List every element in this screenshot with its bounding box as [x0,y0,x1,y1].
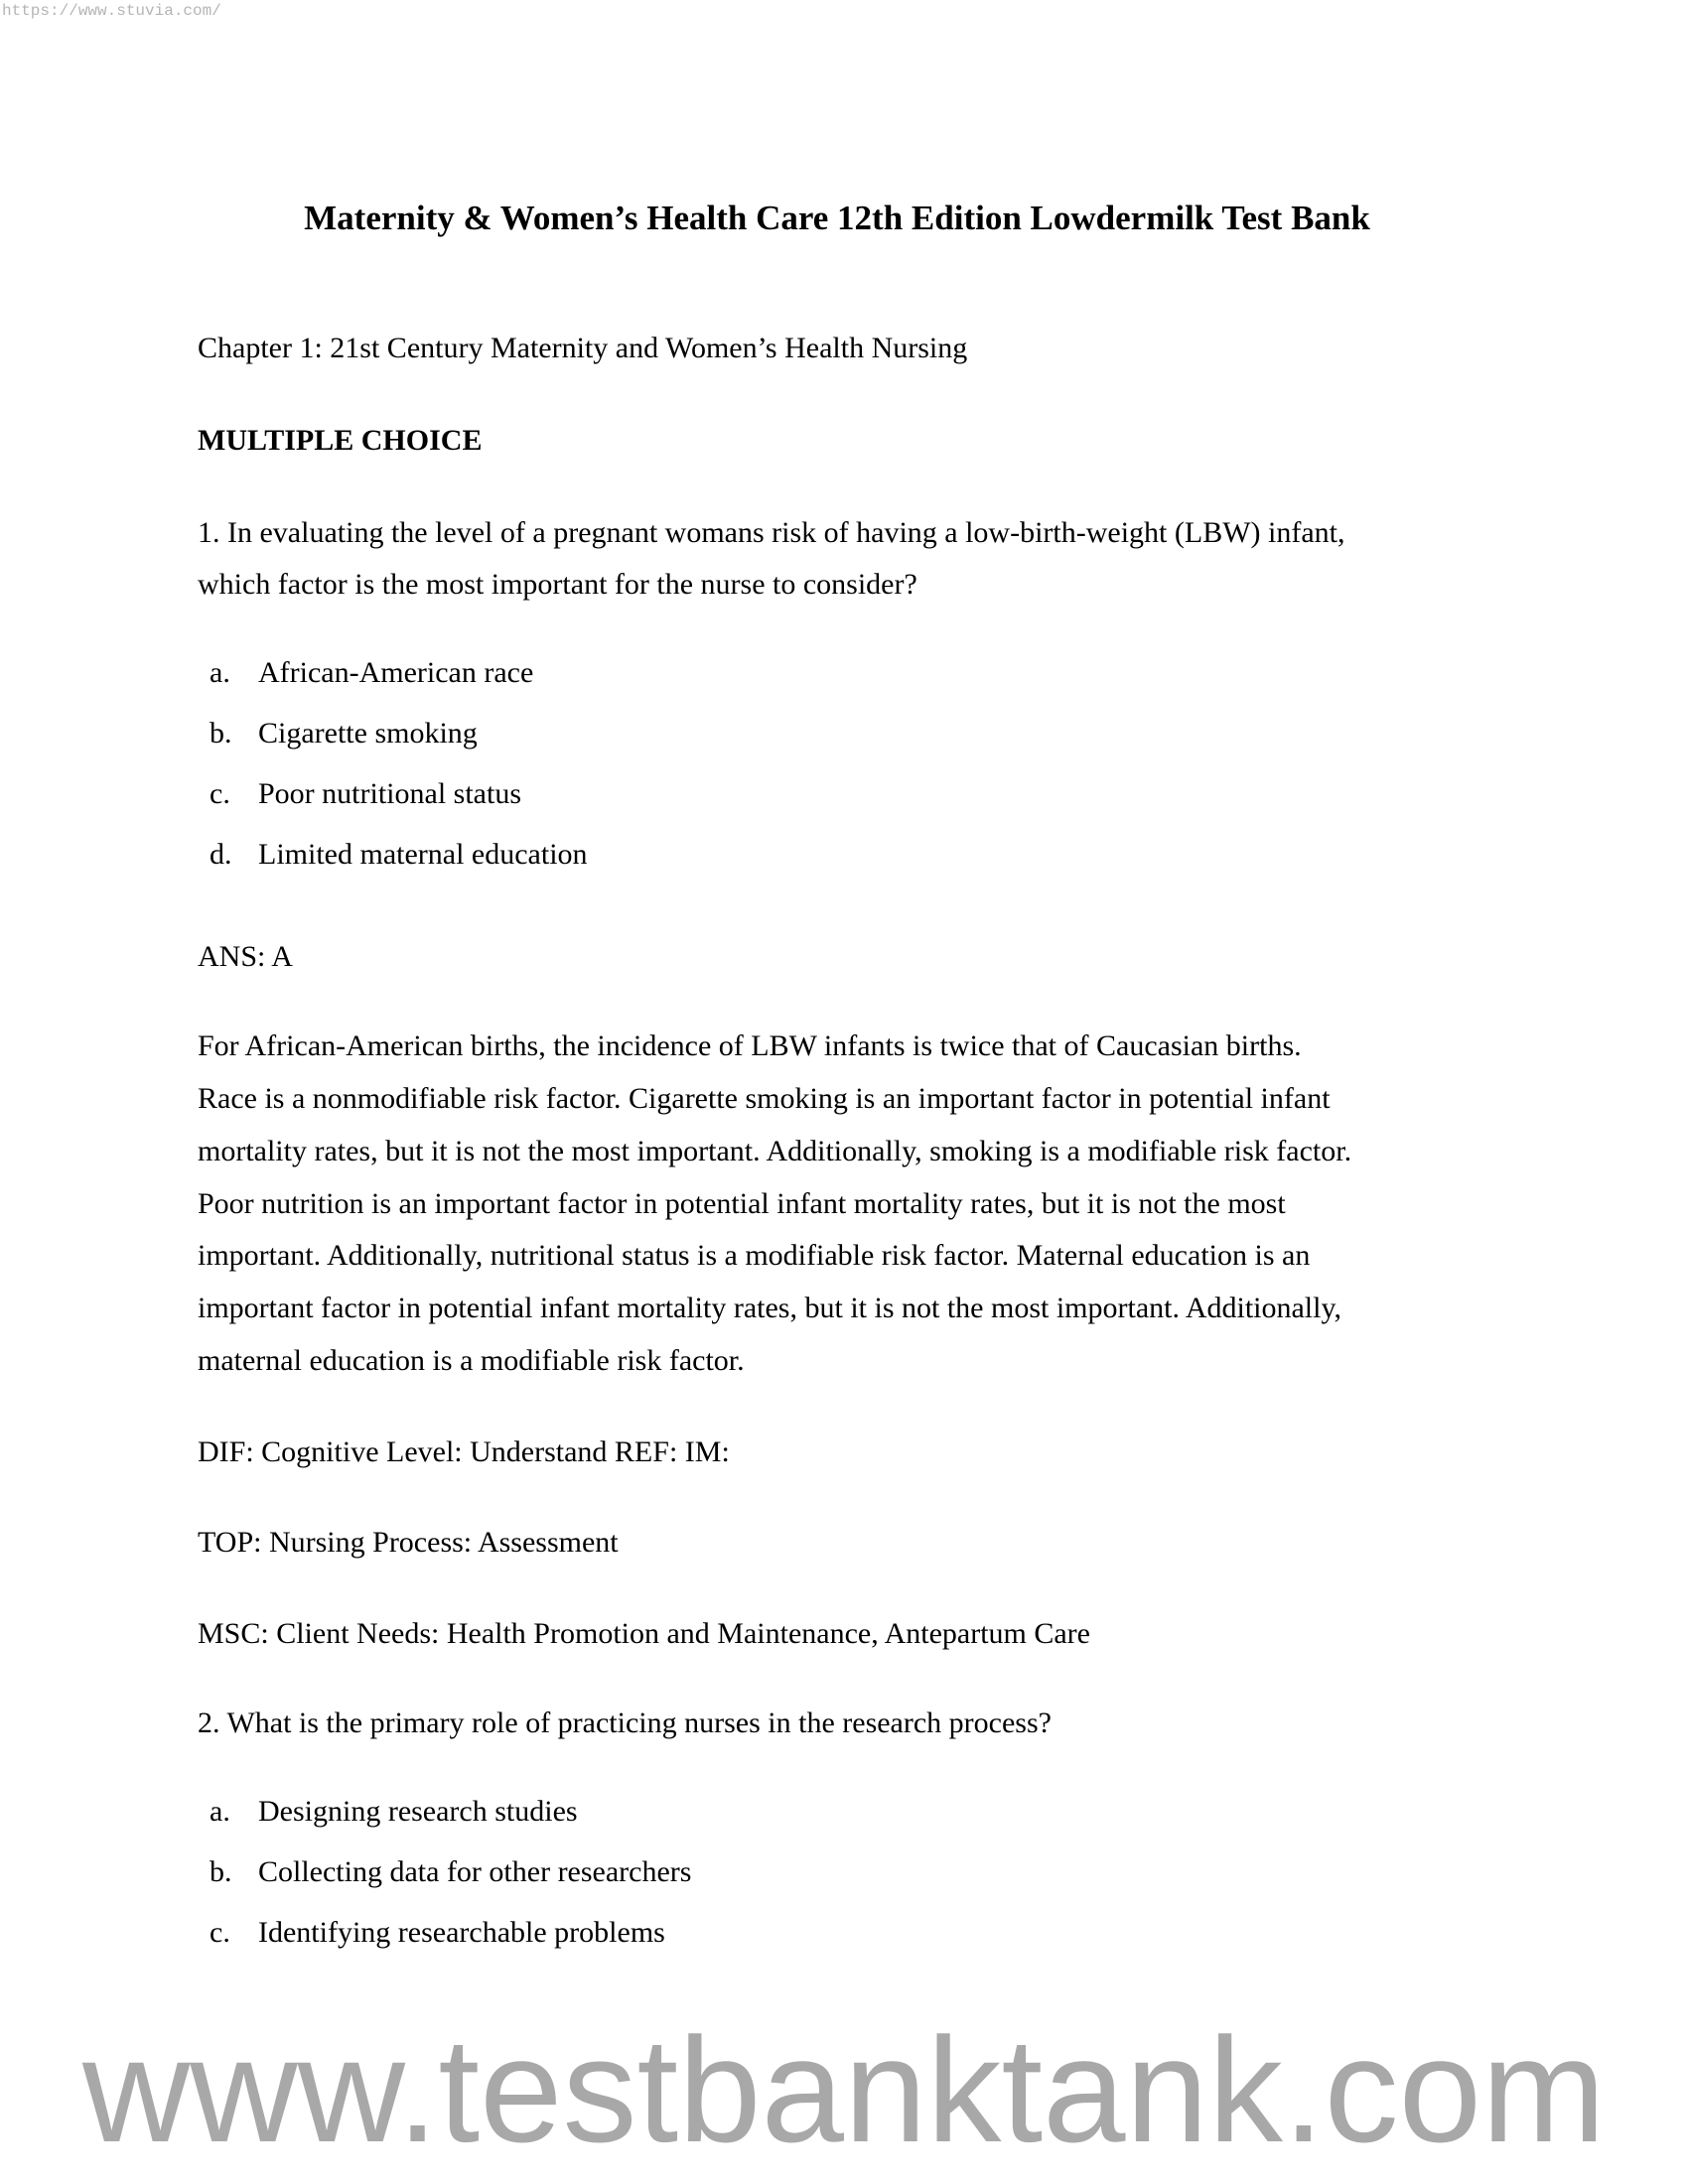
question-1-line-1: 1. In evaluating the level of a pregnant womans risk of having a low-birth-weight (LBW) infant, [198,516,1345,549]
source-url: https://www.stuvia.com/ [2,2,221,20]
q1-difficulty: DIF: Cognitive Level: Understand REF: IM: [198,1435,730,1468]
option-text: Designing research studies [258,1795,578,1828]
rationale-line: mortality rates, but it is not the most important. Additionally, smoking is a modifiable risk factor. [198,1135,1352,1167]
q2-option-c [198,1916,665,1950]
option-text: African-American race [258,656,534,689]
q1-msc: MSC: Client Needs: Health Promotion and Maintenance, Antepartum Care [198,1617,1090,1650]
option-text: Identifying researchable problems [258,1916,665,1949]
q1-option-c [198,777,521,811]
rationale-line: Poor nutrition is an important factor in potential infant mortality rates, but it is not the most [198,1187,1286,1220]
option-letter: c. [210,1916,230,1949]
q1-option-a [198,656,533,690]
q1-option-b [198,717,478,751]
option-letter: b. [210,1855,232,1888]
q1-option-d [198,838,588,872]
option-letter: b. [210,717,232,750]
option-text: Cigarette smoking [258,717,478,750]
document-title: Maternity & Women’s Health Care 12th Edition Lowdermilk Test Bank [304,199,1370,237]
section-heading: MULTIPLE CHOICE [198,424,483,457]
rationale-line: maternal education is a modifiable risk factor. [198,1344,745,1377]
rationale-line: For African-American births, the incidence of LBW infants is twice that of Caucasian births. [198,1029,1302,1062]
chapter-heading: Chapter 1: 21st Century Maternity and Women’s Health Nursing [198,332,968,364]
rationale-line: Race is a nonmodifiable risk factor. Cigarette smoking is an important factor in potential infant [198,1082,1331,1115]
option-letter: c. [210,777,230,810]
option-text: Collecting data for other researchers [258,1855,692,1888]
option-text: Poor nutritional status [258,777,521,810]
question-1-line-2: which factor is the most important for the nurse to consider? [198,568,917,601]
watermark: www.testbanktank.com [82,2006,1606,2173]
q1-answer: ANS: A [198,940,293,973]
q2-option-b [198,1855,691,1889]
q1-topic: TOP: Nursing Process: Assessment [198,1526,619,1559]
option-letter: a. [210,1795,230,1828]
rationale-line: important. Additionally, nutritional status is a modifiable risk factor. Maternal education is an [198,1239,1311,1272]
option-text: Limited maternal education [258,838,588,871]
option-letter: a. [210,656,230,689]
q2-option-a [198,1795,578,1829]
rationale-line: important factor in potential infant mortality rates, but it is not the most important. Additionally, [198,1292,1342,1324]
question-2: 2. What is the primary role of practicing nurses in the research process? [198,1706,1052,1739]
option-letter: d. [210,838,232,871]
